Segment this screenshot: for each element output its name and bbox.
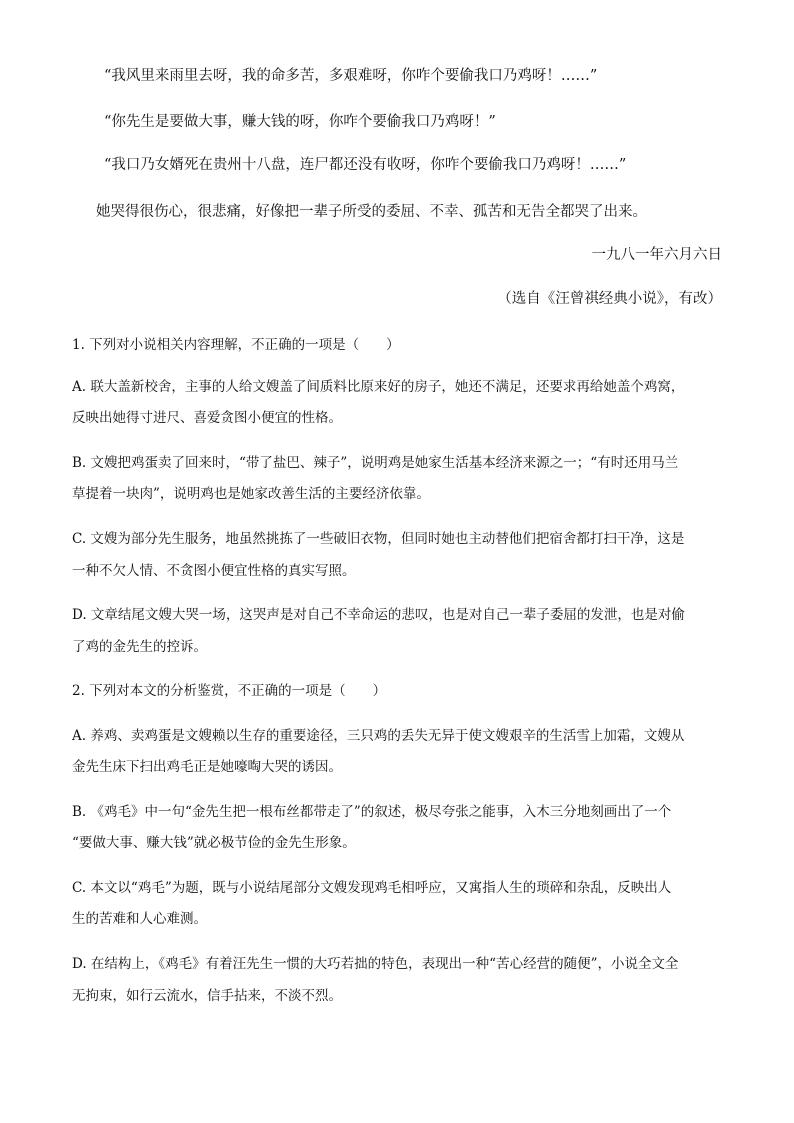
quote-line-1: “我风里来雨里去呀，我的命多苦，多艰难呀，你咋个要偷我口乃鸡呀！……” (104, 68, 598, 84)
q1-option-b-line-1: B. 文嫂把鸡蛋卖了回来时，“带了盐巴、辣子”，说明鸡是她家生活基本经济来源之一；“有时还用马兰 (72, 455, 679, 471)
q1-option-b-line-2: 草提着一块肉”，说明鸡也是她家改善生活的主要经济依靠。 (72, 486, 430, 502)
q2-option-c-line-1: C. 本文以“鸡毛”为题，既与小说结尾部分文嫂发现鸡毛相呼应，又寓指人生的琐碎和杂乱，反映出人 (72, 880, 672, 896)
date-line: 一九八一年六月六日 (591, 247, 722, 263)
question-2-stem: 2. 下列对本文的分析鉴赏，不正确的一项是（ ） (72, 683, 387, 699)
quote-line-2: “你先生是要做大事，赚大钱的呀，你咋个要偷我口乃鸡呀！” (104, 114, 496, 130)
q2-option-b-line-1: B. 《鸡毛》中一句“金先生把一根布丝都带走了”的叙述，极尽夸张之能事，入木三分地刻画出了一个 (72, 804, 672, 820)
q2-option-a-line-1: A. 养鸡、卖鸡蛋是文嫂赖以生存的重要途径，三只鸡的丢失无异于使文嫂艰辛的生活雪上加霜，文嫂从 (72, 728, 685, 744)
q2-option-d-line-2: 无拘束，如行云流水，信手拈来，不淡不烈。 (72, 988, 342, 1004)
q1-option-c-line-1: C. 文嫂为部分先生服务，地虽然挑拣了一些破旧衣物，但同时她也主动替他们把宿舍都打扫干净，这是 (72, 531, 685, 547)
quote-line-3: “我口乃女婿死在贵州十八盘，连尸都还没有收呀，你咋个要偷我口乃鸡呀！……” (104, 157, 627, 173)
q1-option-c-line-2: 一种不欠人情、不贪图小便宜性格的真实写照。 (72, 563, 356, 579)
q1-option-d-line-2: 了鸡的金先生的控诉。 (72, 639, 207, 655)
q2-option-d-line-1: D. 在结构上，《鸡毛》有着汪先生一惯的大巧若拙的特色，表现出一种“苦心经营的随便”，小说全文全 (72, 956, 679, 972)
q1-option-a-line-2: 反映出她得寸进尺、喜爱贪图小便宜的性格。 (72, 410, 342, 426)
q2-option-c-line-2: 生的苦难和人心难测。 (72, 911, 207, 927)
question-1-stem: 1. 下列对小说相关内容理解，不正确的一项是（ ） (72, 337, 400, 353)
q1-option-a-line-1: A. 联大盖新校舍，主事的人给文嫂盖了间质料比原来好的房子，她还不满足，还要求再给她盖个鸡窝， (72, 379, 685, 395)
q1-option-d-line-1: D. 文章结尾文嫂大哭一场，这哭声是对自己不幸命运的悲叹，也是对自己一辈子委屈的发泄，也是对偷 (72, 607, 685, 623)
closing-paragraph: 她哭得很伤心，很悲痛，好像把一辈子所受的委屈、不幸、孤苦和无告全都哭了出来。 (96, 204, 647, 220)
q2-option-a-line-2: 金先生床下扫出鸡毛正是她嚎啕大哭的诱因。 (72, 759, 342, 775)
source-note: （选自《汪曾祺经典小说》，有改） (497, 291, 722, 307)
q2-option-b-line-2: “要做大事、赚大钱”就必极节俭的金先生形象。 (72, 835, 356, 851)
